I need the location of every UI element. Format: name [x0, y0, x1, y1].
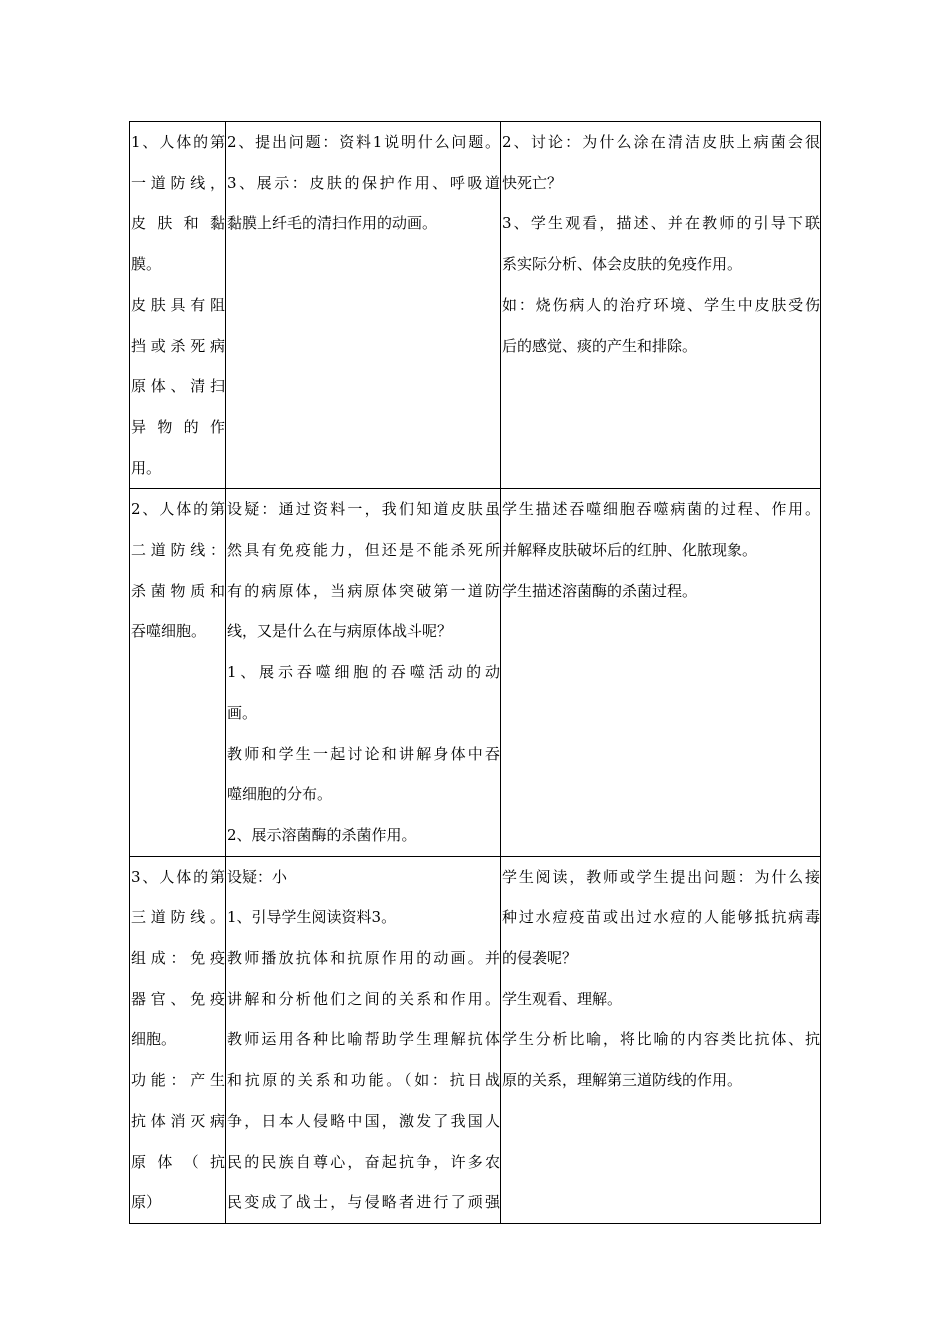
cell-text-line: 噬细胞的分布。: [227, 785, 333, 804]
table-cell-col1: [130, 856, 226, 1223]
cell-text-line: 学生分析比喻，将比喻的内容类比抗体、抗: [502, 1030, 820, 1049]
table-cell-col1: [130, 489, 226, 856]
cell-text-line: 民的民族自尊心，奋起抗争，许多农: [227, 1152, 500, 1171]
cell-text-line: 种过水痘疫苗或出过水痘的人能够抵抗病毒: [502, 908, 820, 927]
cell-text-line: 器官、免疫: [131, 989, 225, 1008]
cell-text-line: 异 物 的 作: [131, 417, 225, 436]
cell-text-line: 学生描述溶菌酶的杀菌过程。: [502, 581, 698, 600]
table-cell-col1: [130, 122, 226, 489]
cell-text-line: 三道防线。: [131, 908, 225, 927]
cell-text-line: 学生描述吞噬细胞吞噬病菌的过程、作用。: [502, 500, 820, 519]
cell-text-line: 并解释皮肤破坏后的红肿、化脓现象。: [502, 541, 758, 560]
cell-text-line: 原）: [131, 1193, 162, 1212]
cell-text-line: 1、展示吞噬细胞的吞噬活动的动: [227, 663, 500, 682]
cell-text-line: 设疑：小: [227, 867, 288, 886]
table-cell-col3: [501, 489, 821, 856]
cell-text-line: 教师和学生一起讨论和讲解身体中吞: [227, 744, 500, 763]
table-cell-col2: [226, 856, 501, 1223]
table-cell-col2: [226, 122, 501, 489]
cell-text-line: 挡或杀死病: [131, 336, 225, 355]
table-row: [130, 856, 821, 1223]
cell-text-line: 原 体 （ 抗: [131, 1152, 225, 1171]
cell-text-line: 2、讨论：为什么涂在清洁皮肤上病菌会很: [502, 133, 820, 151]
lesson-table: [129, 121, 821, 1224]
cell-text-line: 快死亡？: [502, 173, 563, 192]
cell-text-line: 线，又是什么在与病原体战斗呢？: [227, 622, 453, 641]
cell-text-line: 后的感觉、痰的产生和排除。: [502, 336, 698, 355]
cell-text-line: 和抗原的关系和功能。（如：抗日战: [227, 1071, 500, 1090]
cell-text-line: 2、人体的第: [131, 500, 225, 519]
table-cell-col2: [226, 489, 501, 856]
cell-text-line: 系实际分析、体会皮肤的免疫作用。: [502, 255, 743, 274]
table-cell-col3: [501, 856, 821, 1223]
cell-text-line: 原体、清扫: [131, 377, 225, 396]
cell-text-line: 3、人体的第: [131, 867, 225, 886]
cell-text-line: 教师播放抗体和抗原作用的动画。并: [227, 949, 500, 968]
cell-text-line: 2、展示溶菌酶的杀菌作用。: [227, 825, 417, 844]
cell-text-line: 杀菌物质和: [131, 581, 225, 600]
cell-text-line: 功能：产生: [131, 1071, 225, 1090]
cell-text-line: 原的关系，理解第三道防线的作用。: [502, 1071, 743, 1090]
table-row: [130, 489, 821, 856]
cell-text-line: 教师运用各种比喻帮助学生理解抗体: [227, 1030, 500, 1049]
cell-text-line: 有的病原体，当病原体突破第一道防: [227, 581, 500, 600]
cell-text-line: 一道防线，: [131, 173, 225, 192]
cell-text-line: 如：烧伤病人的治疗环境、学生中皮肤受伤: [502, 295, 820, 314]
cell-text-line: 争，日本人侵略中国，激发了我国人: [227, 1111, 500, 1130]
cell-text-line: 组成：免疫: [131, 949, 225, 968]
cell-text-line: 1、人体的第: [131, 133, 225, 151]
cell-text-line: 然具有免疫能力，但还是不能杀死所: [227, 541, 500, 560]
cell-text-line: 用。: [131, 458, 162, 477]
cell-text-line: 3、展示：皮肤的保护作用、呼吸道: [227, 173, 500, 192]
cell-text-line: 黏膜上纤毛的清扫作用的动画。: [227, 214, 438, 233]
cell-text-line: 二道防线：: [131, 541, 225, 560]
cell-text-line: 抗体消灭病: [131, 1111, 225, 1130]
cell-text-line: 的侵袭呢？: [502, 949, 578, 968]
cell-text-line: 膜。: [131, 255, 162, 274]
cell-text-line: 学生观看、理解。: [502, 989, 623, 1008]
cell-text-line: 设疑：通过资料一，我们知道皮肤虽: [227, 500, 500, 519]
cell-text-line: 3、学生观看，描述、并在教师的引导下联: [502, 214, 820, 233]
cell-text-line: 吞噬细胞。: [131, 622, 207, 641]
lesson-table-body: [130, 122, 821, 1224]
cell-text-line: 讲解和分析他们之间的关系和作用。: [227, 989, 500, 1008]
cell-text-line: 1、引导学生阅读资料3。: [227, 908, 397, 927]
cell-text-line: 皮 肤 和 黏: [131, 214, 225, 233]
cell-text-line: 皮肤具有阻: [131, 295, 225, 314]
cell-text-line: 2、提出问题：资料1说明什么问题。: [227, 133, 500, 151]
cell-text-line: 学生阅读，教师或学生提出问题：为什么接: [502, 867, 820, 886]
table-row: [130, 122, 821, 489]
cell-text-line: 画。: [227, 703, 258, 722]
cell-text-line: 细胞。: [131, 1030, 177, 1049]
table-cell-col3: [501, 122, 821, 489]
cell-text-line: 民变成了战士，与侵略者进行了顽强: [227, 1193, 500, 1212]
